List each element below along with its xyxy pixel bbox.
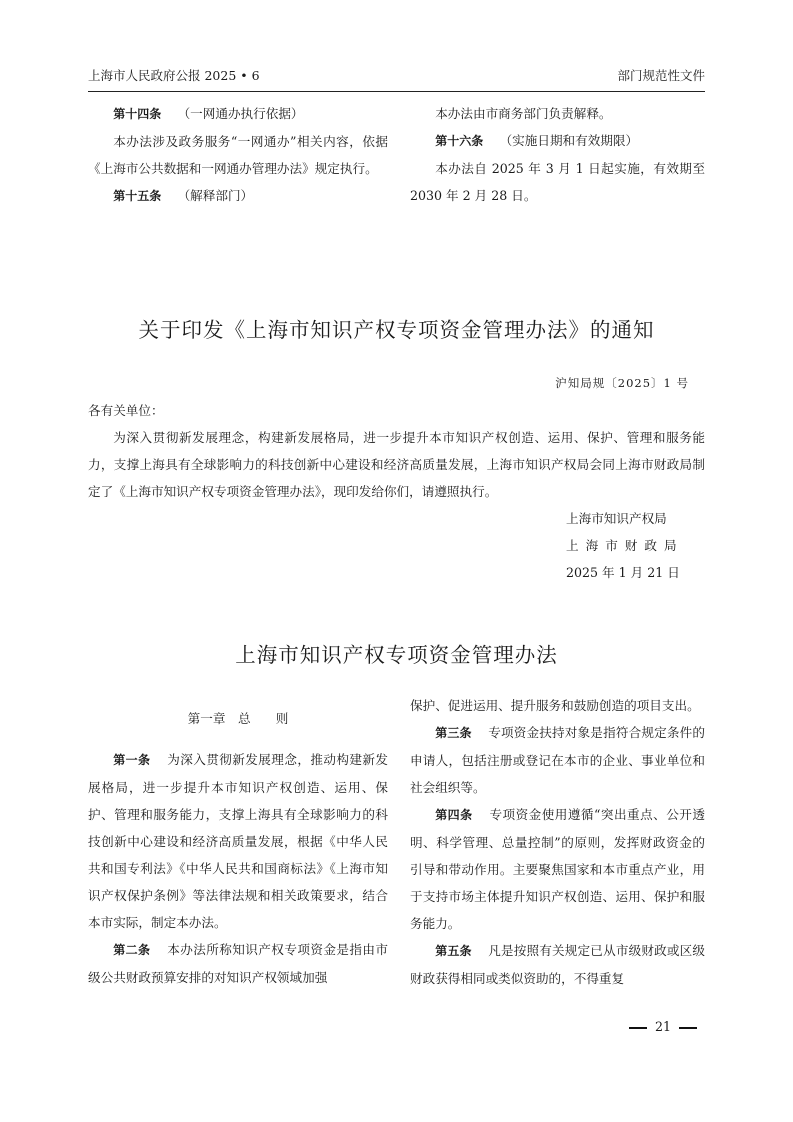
notice-title: 关于印发《上海市知识产权专项资金管理办法》的通知 [138,318,655,342]
notice-body [88,397,705,505]
top-left-column [88,100,388,210]
article-2 [88,936,388,991]
article-1 [88,746,388,936]
regulation-right-column [410,692,705,992]
article-2-title: 第二条 [113,943,151,957]
article-16-title: 第十六条 [435,134,484,148]
signature-finance-bureau: 上海市财政局 [566,538,684,553]
article-4-title: 第四条 [435,808,473,822]
signature-date: 2025 年 1 月 21 日 [566,565,680,580]
article-16-body: 本办法自 2025 年 3 月 1 日起实施，有效期至 2030 年 2 月 28 日。 [410,161,705,203]
signature-block [566,505,684,586]
dash-left [629,1027,647,1029]
article-14-body: 本办法涉及政务服务“一网通办”相关内容，依据《上海市公共数据和一网通办管理办法》规定执行。 [88,134,388,176]
article-16-heading [410,127,705,155]
article-2-body: 本办法所称知识产权专项资金是指由市级公共财政预算安排的对知识产权领域加强 [88,942,388,985]
regulation-title: 上海市知识产权专项资金管理办法 [235,643,558,667]
article-15-subtitle: （解释部门） [177,188,254,203]
article-3-title: 第三条 [435,726,472,740]
article-4-body: 专项资金使用遵循“突出重点、公开透明、科学管理、总量控制”的原则，发挥财政资金的引导和带动作用。主要聚焦国家和本市重点产业，用于支持市场主体提升知识产权创造、运用、保护和服务能力。 [410,807,705,931]
chapter-heading: 第一章 总 则 [187,711,289,726]
article-5-title: 第五条 [435,944,472,958]
article-16-subtitle: （实施日期和有效期限） [499,133,639,148]
article-2-continued: 保护、促进运用、提升服务和鼓励创造的项目支出。 [410,698,700,713]
page-number [621,1019,705,1034]
article-15-heading [88,182,388,210]
page-number-value: 21 [654,1019,671,1034]
notice-salutation: 各有关单位： [88,403,164,418]
article-15-body: 本办法由市商务部门负责解释。 [435,106,612,121]
signature-ip-office: 上海市知识产权局 [566,511,667,526]
running-header-section: 部门规范性文件 [617,68,705,83]
top-right-column [410,100,705,209]
article-15-title: 第十五条 [113,189,162,203]
header-rule [88,91,705,92]
article-1-body: 为深入贯彻新发展理念，推动构建新发展格局，进一步提升本市知识产权创造、运用、保护、管理和服务能力，支撑上海具有全球影响力的科技创新中心建设和经济高质量发展，根据《中华人民共和国专利法》《中华人民共和国商标法》《上海市知识产权保护条例》等法律法规和相关政策要求，结合本市实际，制定本办法。 [88,752,388,930]
running-header-journal: 上海市人民政府公报 2025 • 6 [88,68,260,83]
article-3-body: 专项资金扶持对象是指符合规定条件的申请人，包括注册或登记在本市的企业、事业单位和社会组织等。 [410,725,705,795]
dash-right [679,1027,697,1029]
article-3 [410,719,705,801]
article-14-subtitle: （一网通办执行依据） [177,106,304,121]
document-number: 沪知局规〔2025〕1 号 [555,376,689,390]
regulation-left-column [88,692,388,991]
article-4 [410,801,705,937]
article-14-heading [88,100,388,128]
notice-paragraph: 为深入贯彻新发展理念，构建新发展格局，进一步提升本市知识产权创造、运用、保护、管理和服务能力，支撑上海具有全球影响力的科技创新中心建设和经济高质量发展，上海市知识产权局会同上海市财政局制定了《上海市知识产权专项资金管理办法》，现印发给你们，请遵照执行。 [88,430,705,499]
article-5-body: 凡是按照有关规定已从市级财政或区级财政获得相同或类似资助的，不得重复 [410,943,705,986]
article-5 [410,937,705,992]
article-1-title: 第一条 [113,753,151,767]
article-14-title: 第十四条 [113,107,162,121]
